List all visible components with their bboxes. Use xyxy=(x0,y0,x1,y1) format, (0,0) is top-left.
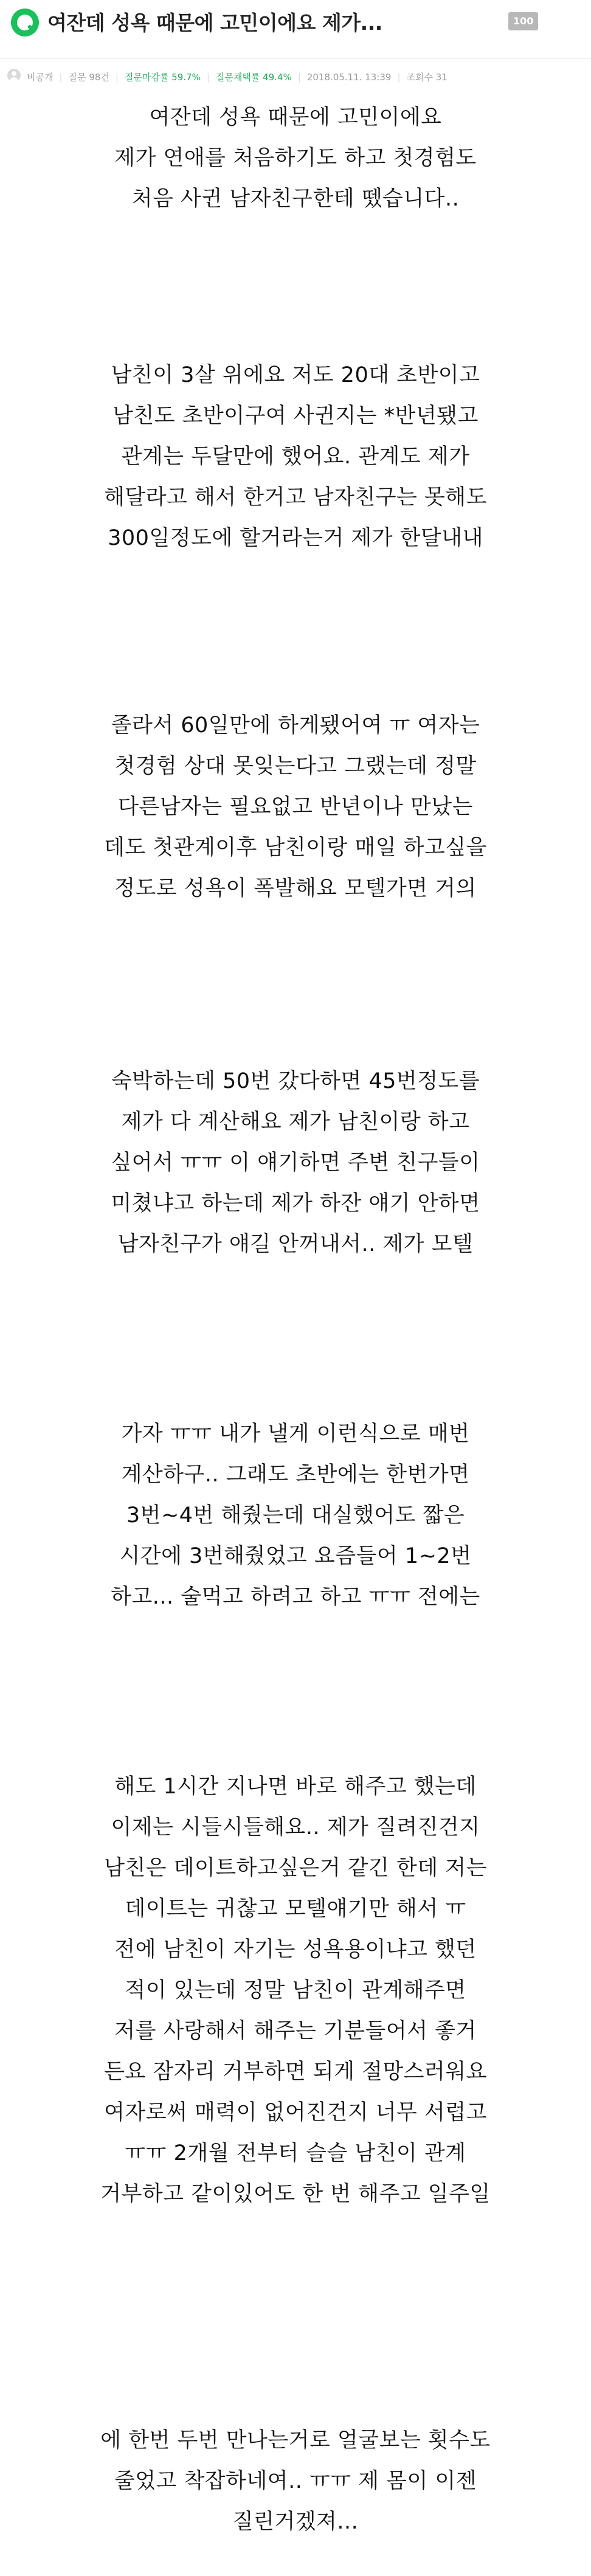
author-name: 비공개 xyxy=(27,72,54,83)
avatar-icon xyxy=(7,69,21,82)
view-count: 조회수 31 xyxy=(406,72,448,83)
body-paragraph: 졸라서 60일만에 하게됐어여 ㅠ 여자는 첫경험 상대 못잊는다고 그랬는데 정말 다른남자는 필요없고 반년이나 만났는 데도 첫관계이후 남친이랑 매일 하고싶을 정도로 성욕이 폭발해요 모텔가면 거의 xyxy=(104,713,487,901)
question-meta xyxy=(27,71,586,83)
question-title[interactable]: 여잔데 성욕 때문에 고민이에요 제가... xyxy=(47,11,382,35)
divider: | xyxy=(297,71,301,83)
post-datetime: 2018.05.11. 13:39 xyxy=(306,71,392,83)
body-paragraph: 해도 1시간 지나면 바로 해주고 했는데 이제는 시들시들해요.. 제가 질려진건지 남친은 데이트하고싶은거 같긴 한데 저는 데이트는 귀찮고 모텔얘기만 해서 ㅠ 전에 남친이 자기는 성욕용이냐고 했던 적이 있는데 정말 남친이 관계해주면 저를 사랑해서 해주는 기분들어서 좋거 든요 잠자리 거부하면 되게 절망스러워요 여자로써 매력이 없어진건지 너무 서럽고 ㅠㅠ 2개월 전부터 슬슬 남친이 관계 거부하고 같이있어도 한 번 해주고 일주일 xyxy=(100,1774,491,2206)
point-badge: 100 xyxy=(508,12,538,30)
question-count: 질문 98건 xyxy=(68,72,109,83)
body-paragraph: 에 한번 두번 만나는거로 얼굴보는 횟수도 줄었고 착잡하네여.. ㅠㅠ 제 몸이 이젠 질린거겠져... xyxy=(100,2428,491,2534)
body-paragraph: 가자 ㅠㅠ 내가 낼게 이런식으로 매번 계산하구.. 그래도 초반에는 한번가면 3번~4번 해줬는데 대실했어도 짧은 시간에 3번해줬었고 요즘들어 1~2번 하고... 술먹고 하려고 하고 ㅠㅠ 전에는 xyxy=(111,1422,480,1609)
close-rate: 질문마감률 59.7% xyxy=(124,72,201,83)
divider: | xyxy=(115,71,119,83)
divider: | xyxy=(59,71,63,83)
body-paragraph: 여잔데 성욕 때문에 고민이에요 제가 연애를 처음하기도 하고 첫경험도 처음 사귄 남자친구한테 뗐습니다.. xyxy=(114,105,477,211)
divider: | xyxy=(397,71,401,83)
question-header xyxy=(0,0,591,59)
q-logo-icon xyxy=(11,9,39,36)
divider: | xyxy=(206,71,210,83)
body-paragraph: 숙박하는데 50번 갔다하면 45번정도를 제가 다 계산해요 제가 남친이랑 하고 싶어서 ㅠㅠ 이 얘기하면 주변 친구들이 미쳤냐고 하는데 제가 하잔 얘기 안하면 남자친구가 얘길 안꺼내서.. 제가 모텔 xyxy=(111,1069,480,1256)
body-paragraph: 남친이 3살 위에요 저도 20대 초반이고 남친도 초반이구여 사귄지는 *반년됐고 관계는 두달만에 했어요. 관계도 제가 해달라고 해서 한거고 남자친구는 못해도 300일정도에 할거라는거 제가 한달내내 xyxy=(104,363,487,550)
adopt-rate: 질문채택률 49.4% xyxy=(215,72,292,83)
